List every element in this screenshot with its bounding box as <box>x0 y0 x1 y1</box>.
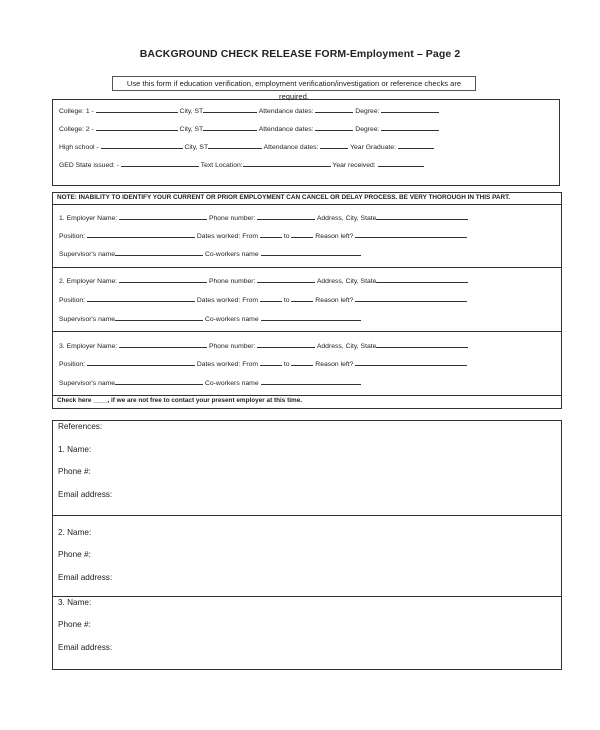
employer-name-label: Employer Name: <box>66 343 120 350</box>
employer-3-phone-field[interactable] <box>257 341 315 348</box>
employer-1-address-field[interactable] <box>376 213 468 220</box>
dates-worked-label: Dates worked: From <box>194 297 260 304</box>
phone-label: Phone number: <box>207 278 258 285</box>
employer-2-from-field[interactable] <box>260 295 282 302</box>
test-location-label: Text Location: <box>198 162 243 169</box>
reference-1-phone-label: Phone #: <box>58 467 91 476</box>
reference-2-email-label: Email address: <box>58 573 113 582</box>
position-label: Position: <box>59 297 87 304</box>
employer-name-label: Employer Name: <box>66 215 120 222</box>
employer-1-coworkers-field[interactable] <box>261 249 361 256</box>
employer-name-label: Employer Name: <box>66 278 120 285</box>
employer-1-name-row <box>59 213 468 223</box>
college-1-label: College: 1 - <box>59 108 96 115</box>
employer-2-supervisor-row <box>59 314 361 324</box>
ged-state-field[interactable] <box>121 160 199 167</box>
college-2-label: College: 2 - <box>59 126 96 133</box>
supervisor-label: Supervisor's name <box>59 251 116 258</box>
divider <box>53 331 561 332</box>
employer-2-position-field[interactable] <box>87 295 195 302</box>
attendance-label: Attendance dates: <box>257 108 316 115</box>
employer-number: 1. <box>59 215 67 222</box>
employer-1-position-row <box>59 231 467 241</box>
employer-3-position-field[interactable] <box>87 359 195 366</box>
reference-2-phone-label: Phone #: <box>58 550 91 559</box>
divider <box>53 515 561 516</box>
employer-1-supervisor-row <box>59 249 361 259</box>
supervisor-label: Supervisor's name <box>59 316 116 323</box>
employer-number: 3. <box>59 343 67 350</box>
city-label: City, ST <box>177 126 204 133</box>
college-2-degree-field[interactable] <box>381 124 439 131</box>
high-school-dates-field[interactable] <box>320 142 348 149</box>
reference-3-phone-label: Phone #: <box>58 620 91 629</box>
divider <box>53 204 561 205</box>
degree-label: Degree: <box>353 126 382 133</box>
attendance-label: Attendance dates: <box>262 144 321 151</box>
year-received-field[interactable] <box>378 160 424 167</box>
employer-3-name-row <box>59 341 468 351</box>
employer-2-reason-field[interactable] <box>355 295 467 302</box>
year-received-label: Year received: <box>330 162 378 169</box>
education-row-ged <box>59 160 424 170</box>
reason-label: Reason left? <box>313 361 356 368</box>
reference-1-name-label: 1. Name: <box>58 445 92 454</box>
college-1-city-field[interactable] <box>203 106 257 113</box>
employer-2-coworkers-field[interactable] <box>261 314 361 321</box>
to-label: to <box>281 233 292 240</box>
college-2-dates-field[interactable] <box>315 124 353 131</box>
employer-2-phone-field[interactable] <box>257 276 315 283</box>
high-school-field[interactable] <box>101 142 183 149</box>
position-label: Position: <box>59 233 87 240</box>
usage-notice: Use this form if education verification, employment verification/investigation or reference checks are required. <box>112 76 476 91</box>
divider <box>53 596 561 597</box>
education-row-college-1 <box>59 106 439 116</box>
check-here-note: Check here ____, if we are not free to contact your present employer at this time. <box>57 397 303 404</box>
employer-2-name-field[interactable] <box>119 276 207 283</box>
reference-3-name-label: 3. Name: <box>58 598 92 607</box>
employer-1-to-field[interactable] <box>291 231 313 238</box>
college-2-city-field[interactable] <box>203 124 257 131</box>
reference-3-email-label: Email address: <box>58 643 113 652</box>
college-1-field[interactable] <box>96 106 178 113</box>
employer-1-position-field[interactable] <box>87 231 195 238</box>
reference-1-email-label: Email address: <box>58 490 113 499</box>
employer-3-position-row <box>59 359 467 369</box>
reason-label: Reason left? <box>313 297 356 304</box>
employer-3-supervisor-field[interactable] <box>115 378 203 385</box>
college-1-dates-field[interactable] <box>315 106 353 113</box>
to-label: to <box>281 361 292 368</box>
employer-2-address-field[interactable] <box>376 276 468 283</box>
education-row-high-school <box>59 142 434 152</box>
reason-label: Reason left? <box>313 233 356 240</box>
employer-2-name-row <box>59 276 468 286</box>
address-label: Address, City, State <box>315 215 377 222</box>
employer-1-phone-field[interactable] <box>257 213 315 220</box>
page-title: BACKGROUND CHECK RELEASE FORM-Employment – Page 2 <box>139 48 461 60</box>
employer-3-supervisor-row <box>59 378 361 388</box>
employer-3-name-field[interactable] <box>119 341 207 348</box>
phone-label: Phone number: <box>207 215 258 222</box>
dates-worked-label: Dates worked: From <box>194 233 260 240</box>
year-graduate-label: Year Graduate: <box>348 144 398 151</box>
city-label: City, ST <box>177 108 204 115</box>
employment-note: NOTE: INABILITY TO IDENTIFY YOUR CURRENT OR PRIOR EMPLOYMENT CAN CANCEL OR DELAY PROCESS. BE VERY THOROUGH IN THIS PART. <box>57 194 511 201</box>
employer-1-from-field[interactable] <box>260 231 282 238</box>
address-label: Address, City, State <box>315 278 377 285</box>
dates-worked-label: Dates worked: From <box>194 361 260 368</box>
reference-2-name-label: 2. Name: <box>58 528 92 537</box>
degree-label: Degree: <box>353 108 382 115</box>
employer-2-position-row <box>59 295 467 305</box>
college-2-field[interactable] <box>96 124 178 131</box>
divider <box>53 267 561 268</box>
employer-1-supervisor-field[interactable] <box>115 249 203 256</box>
to-label: to <box>281 297 292 304</box>
employer-1-name-field[interactable] <box>119 213 207 220</box>
coworkers-label: Co-workers name <box>203 316 261 323</box>
employer-3-reason-field[interactable] <box>355 359 467 366</box>
attendance-label: Attendance dates: <box>257 126 316 133</box>
employer-number: 2. <box>59 278 67 285</box>
coworkers-label: Co-workers name <box>203 380 261 387</box>
college-1-degree-field[interactable] <box>381 106 439 113</box>
phone-label: Phone number: <box>207 343 258 350</box>
position-label: Position: <box>59 361 87 368</box>
high-school-label: High school - <box>59 144 101 151</box>
year-graduate-field[interactable] <box>398 142 434 149</box>
employer-3-coworkers-field[interactable] <box>261 378 361 385</box>
address-label: Address, City, State <box>315 343 377 350</box>
city-label: City, ST <box>182 144 209 151</box>
employer-3-from-field[interactable] <box>260 359 282 366</box>
high-school-city-field[interactable] <box>208 142 262 149</box>
employer-1-reason-field[interactable] <box>355 231 467 238</box>
employer-2-supervisor-field[interactable] <box>115 314 203 321</box>
test-location-field[interactable] <box>243 160 331 167</box>
employer-3-to-field[interactable] <box>291 359 313 366</box>
employer-3-address-field[interactable] <box>376 341 468 348</box>
references-section <box>52 420 562 670</box>
coworkers-label: Co-workers name <box>203 251 261 258</box>
supervisor-label: Supervisor's name <box>59 380 116 387</box>
divider <box>53 395 561 396</box>
employer-2-to-field[interactable] <box>291 295 313 302</box>
education-row-college-2 <box>59 124 439 134</box>
ged-label: GED State issued: - <box>59 162 121 169</box>
references-heading: References: <box>58 422 103 431</box>
